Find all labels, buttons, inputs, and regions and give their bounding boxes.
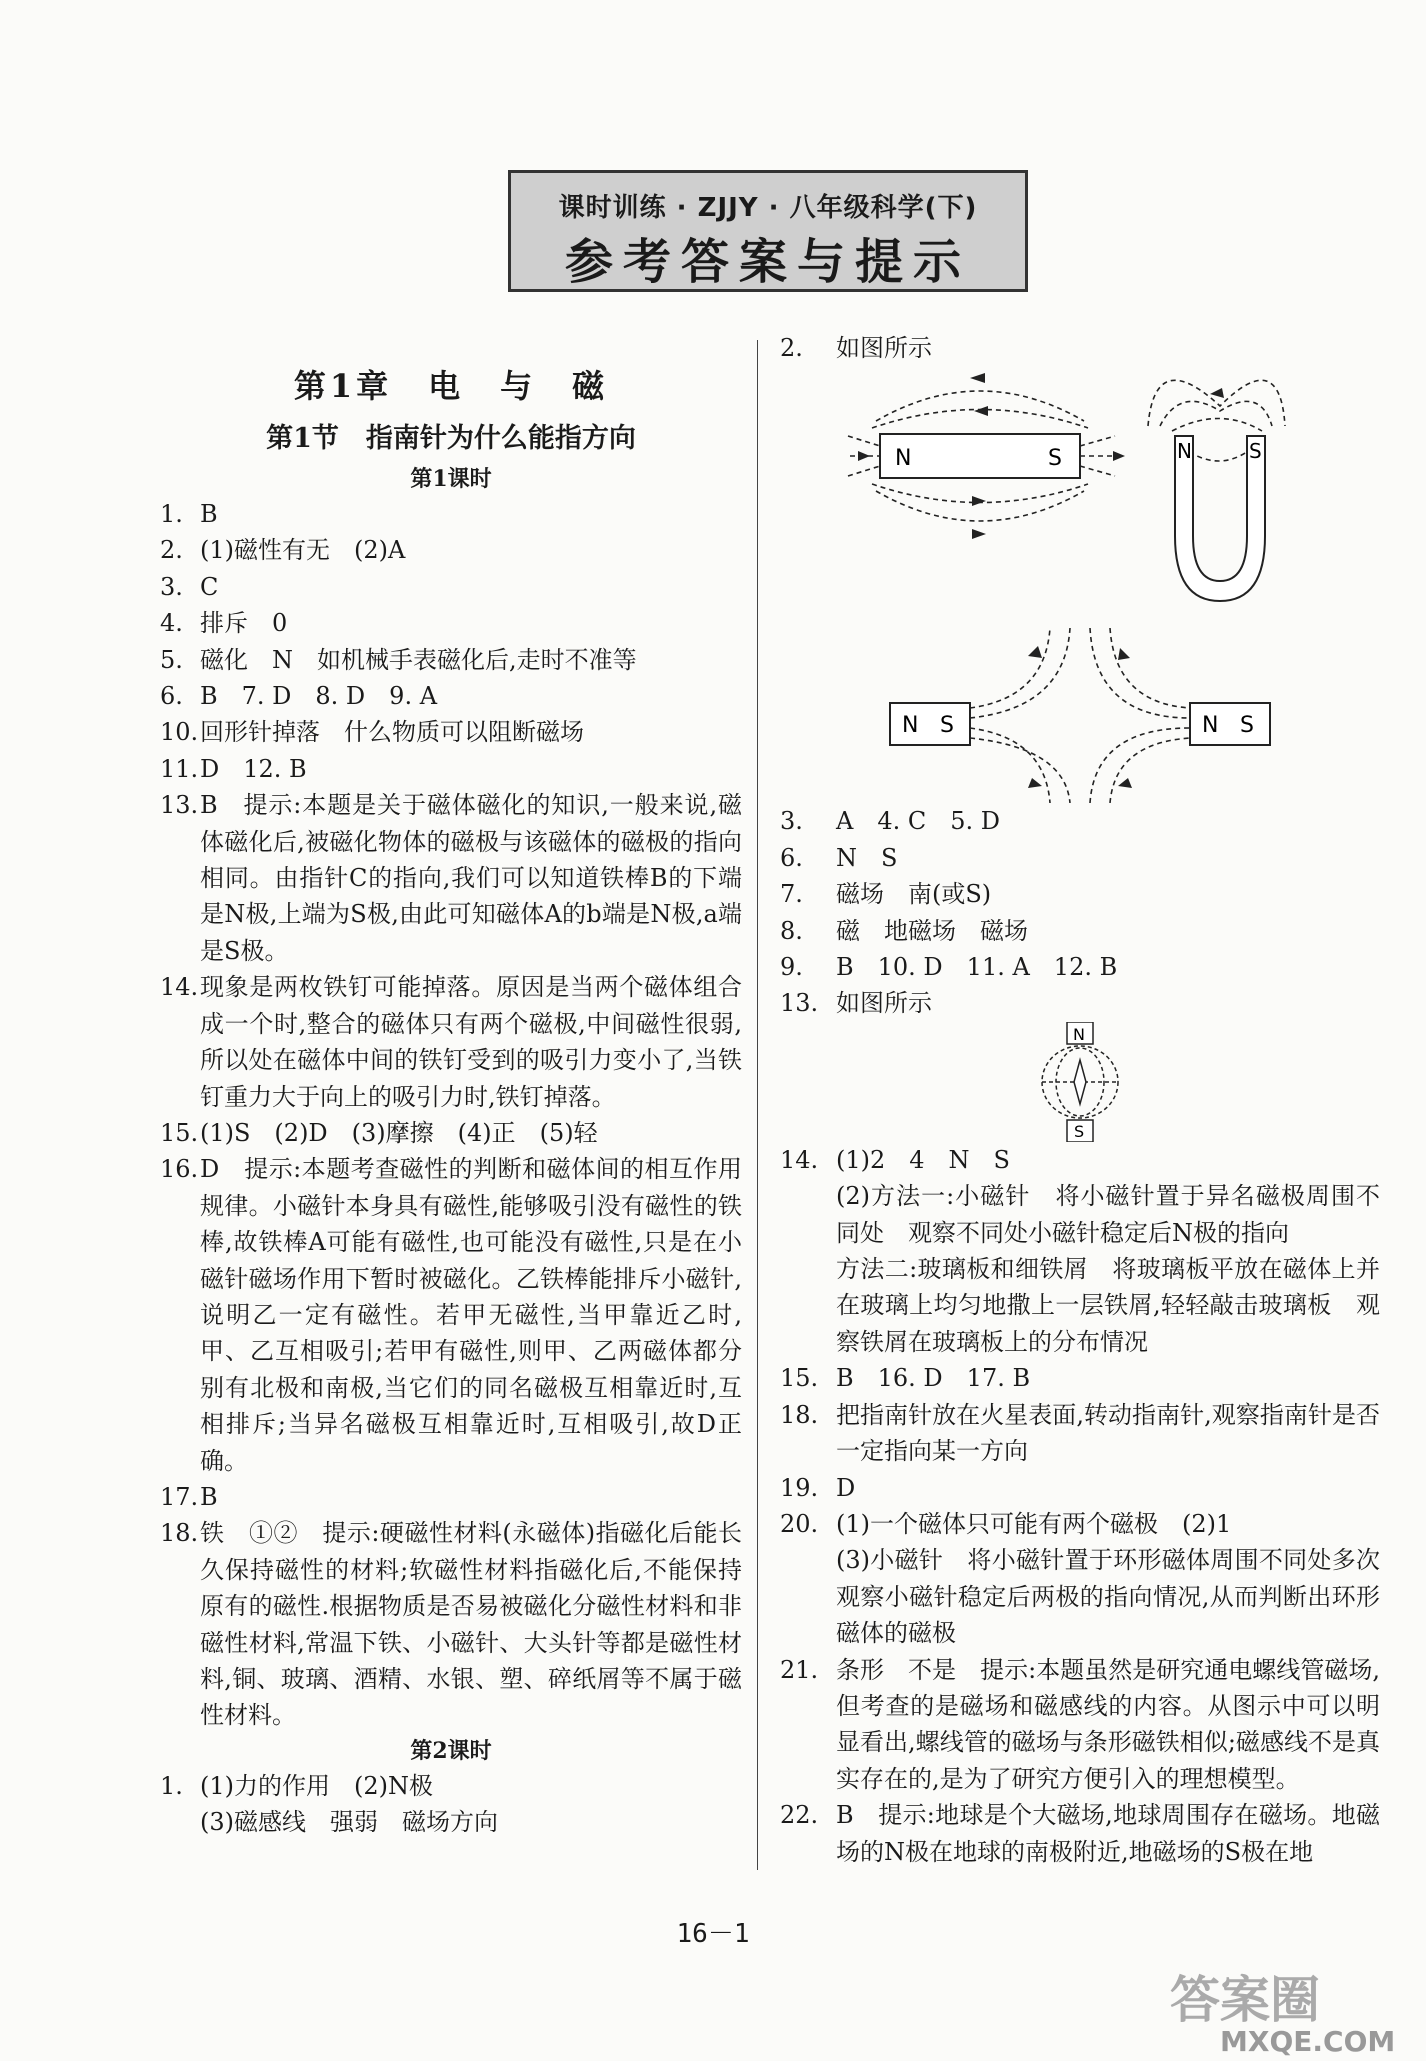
magnet-field-figure-1 bbox=[780, 366, 1380, 628]
answer-text: N S bbox=[836, 843, 898, 872]
answer-item bbox=[160, 496, 742, 532]
s-pole-label: S bbox=[1249, 439, 1262, 464]
answer-text: D 提示:本题考查磁性的判断和磁体间的相互作用规律。小磁针本身具有磁性,能够吸引没有磁性的铁棒,故铁棒A可能有磁性,也可能没有磁性,只是在小磁针磁场作用下暂时被磁化。乙铁棒能排斥小磁针,说明乙一定有磁性。若甲无磁性,当甲靠近乙时,甲、乙互相吸引;若甲有磁性,则甲、乙两磁体都分别有北极和南极,当它们的同名磁极互相靠近时,互相排斥;当异名磁极互相靠近时,互相吸引,故D正确。 bbox=[200, 1155, 742, 1475]
answer-item bbox=[780, 985, 1380, 1021]
answer-text: D 12. B bbox=[200, 754, 307, 783]
answer-list bbox=[780, 330, 1380, 366]
answer-text: A 4. C 5. D bbox=[836, 807, 1000, 836]
answer-text: (1)S (2)D (3)摩擦 (4)正 (5)轻 bbox=[200, 1118, 598, 1147]
answer-item bbox=[780, 949, 1380, 985]
answer-text: 把指南针放在火星表面,转动指南针,观察指南针是否一定指向某一方向 bbox=[836, 1400, 1380, 1466]
answer-item bbox=[160, 1804, 742, 1840]
answer-item bbox=[160, 1151, 742, 1479]
header-banner bbox=[508, 170, 1028, 292]
answer-item bbox=[780, 1360, 1380, 1396]
answer-text: 磁化 N 如机械手表磁化后,走时不准等 bbox=[200, 645, 637, 674]
answer-number: 2. bbox=[160, 536, 183, 565]
answer-text: B 10. D 11. A 12. B bbox=[836, 953, 1118, 982]
answer-text: 铁 ①② 提示:硬磁性材料(永磁体)指磁化后能长久保持磁性的材料;软磁性材料指磁化后,不能保持原有的磁性.根据物质是否易被磁化分磁性材料和非磁性材料,常温下铁、小磁针、大头针等都是磁性材料,铜、玻璃、酒精、水银、塑、碎纸屑等不属于磁性材料。 bbox=[200, 1519, 742, 1730]
answer-text: C bbox=[200, 572, 219, 601]
answer-number: 10. bbox=[160, 718, 199, 747]
answer-list bbox=[780, 1142, 1380, 1870]
magnet-field-figure-2 bbox=[780, 628, 1380, 803]
answer-text: 排斥 0 bbox=[200, 609, 288, 638]
answer-list bbox=[160, 496, 742, 1734]
answer-number: 20. bbox=[780, 1509, 819, 1538]
answer-number: 18. bbox=[780, 1400, 819, 1429]
answer-number: 17. bbox=[160, 1482, 199, 1511]
answer-number: 15. bbox=[780, 1364, 819, 1393]
answer-list bbox=[780, 803, 1380, 1021]
answer-number: 14. bbox=[780, 1145, 819, 1174]
answer-number: 22. bbox=[780, 1801, 819, 1830]
s-pole-label: S bbox=[1074, 1121, 1085, 1141]
section-title: 第1节 指南针为什么能指方向 bbox=[266, 423, 636, 454]
answer-text: B 7. D 8. D 9. A bbox=[200, 682, 438, 711]
answer-number: 14. bbox=[160, 973, 199, 1002]
s-pole-label: S bbox=[940, 713, 954, 739]
answer-item bbox=[780, 1142, 1380, 1178]
answer-item bbox=[780, 1542, 1380, 1651]
answer-item bbox=[160, 605, 742, 641]
watermark-url: MXQE.COM bbox=[1220, 2025, 1396, 2058]
answer-text: (1)力的作用 (2)N极 bbox=[200, 1771, 433, 1800]
n-pole-label: N bbox=[902, 713, 919, 739]
answer-item bbox=[780, 330, 1380, 366]
answer-number: 6. bbox=[160, 682, 183, 711]
answer-text: B 提示:地球是个大磁场,地球周围存在磁场。地磁场的N极在地球的南极附近,地磁场的S极在地 bbox=[836, 1801, 1380, 1866]
answer-number: 15. bbox=[160, 1118, 199, 1147]
answer-item bbox=[780, 1178, 1380, 1251]
chapter-title: 第1章 电 与 磁 bbox=[293, 367, 609, 405]
answer-number: 2. bbox=[780, 334, 803, 362]
answer-text: 如图所示 bbox=[836, 334, 932, 362]
answer-item bbox=[780, 840, 1380, 876]
right-column bbox=[780, 330, 1380, 1870]
answer-item bbox=[160, 642, 742, 678]
answer-text: (2)方法一:小磁针 将小磁针置于异名磁极周围不同处 观察不同处小磁针稳定后N极的指向 bbox=[836, 1182, 1380, 1247]
answer-item bbox=[160, 1768, 742, 1804]
n-pole-label: N bbox=[1202, 713, 1219, 739]
answer-item bbox=[160, 678, 742, 714]
answer-item bbox=[160, 714, 742, 750]
answer-item bbox=[160, 1115, 742, 1151]
answer-list bbox=[160, 1768, 742, 1841]
answer-number: 7. bbox=[780, 880, 803, 909]
answer-item bbox=[780, 1470, 1380, 1506]
n-pole-label: N bbox=[895, 446, 912, 472]
answer-item bbox=[780, 1251, 1380, 1360]
magnet-field-figure-3 bbox=[780, 1022, 1380, 1142]
answer-item bbox=[160, 532, 742, 568]
answer-item bbox=[780, 803, 1380, 839]
answer-item bbox=[780, 876, 1380, 912]
answer-number: 8. bbox=[780, 916, 803, 945]
answer-number: 13. bbox=[780, 989, 819, 1018]
answer-text: 方法二:玻璃板和细铁屑 将玻璃板平放在磁体上并在玻璃上均匀地撒上一层铁屑,轻轻敲击玻璃板 观察铁屑在玻璃板上的分布情况 bbox=[836, 1255, 1380, 1356]
answer-text: (1)一个磁体只可能有两个磁极 (2)1 bbox=[836, 1509, 1232, 1538]
n-pole-label: N bbox=[1073, 1024, 1085, 1044]
answer-text: (1)磁性有无 (2)A bbox=[200, 536, 406, 565]
left-column bbox=[160, 330, 742, 1841]
answer-text: 回形针掉落 什么物质可以阻断磁场 bbox=[200, 718, 584, 747]
banner-subtitle: 课时训练 · ZJJY · 八年级科学(下) bbox=[558, 193, 978, 223]
answer-text: 磁 地磁场 磁场 bbox=[836, 916, 1028, 945]
answer-text: 现象是两枚铁钉可能掉落。原因是当两个磁体组合成一个时,整合的磁体只有两个磁极,中间磁性很弱,所以处在磁体中间的铁钉受到的吸引力变小了,当铁钉重力大于向上的吸引力时,铁钉掉落。 bbox=[200, 973, 742, 1111]
answer-number: 13. bbox=[160, 791, 199, 820]
answer-text: (1)2 4 N S bbox=[836, 1145, 1010, 1174]
banner-title: 参考答案与提示 bbox=[564, 234, 971, 290]
answer-text: D bbox=[836, 1473, 856, 1502]
answer-item bbox=[160, 969, 742, 1115]
answer-number: 4. bbox=[160, 609, 183, 638]
answer-text: (3)小磁针 将小磁针置于环形磁体周围不同处多次观察小磁针稳定后两极的指向情况,从而判断出环形磁体的磁极 bbox=[836, 1546, 1380, 1648]
answer-item bbox=[160, 751, 742, 787]
answer-item bbox=[780, 1652, 1380, 1798]
answer-item bbox=[160, 1479, 742, 1515]
answer-item bbox=[780, 913, 1380, 949]
answer-item bbox=[160, 569, 742, 605]
answer-item bbox=[160, 787, 742, 969]
lesson-title: 第2课时 bbox=[410, 1737, 492, 1764]
answer-text: 如图所示 bbox=[836, 989, 932, 1018]
page-number: 16－1 bbox=[676, 1919, 750, 1949]
answer-number: 1. bbox=[160, 1771, 183, 1800]
answer-number: 6. bbox=[780, 843, 803, 872]
answer-number: 3. bbox=[780, 807, 803, 836]
answer-item bbox=[160, 1515, 742, 1733]
s-pole-label: S bbox=[1240, 713, 1254, 739]
answer-text: B bbox=[200, 500, 218, 528]
watermark-logo: 答案圈 bbox=[1170, 1971, 1320, 2029]
answer-text: 磁场 南(或S) bbox=[836, 880, 992, 909]
answer-number: 11. bbox=[160, 754, 199, 783]
answer-number: 1. bbox=[160, 500, 183, 528]
answer-text: 条形 不是 提示:本题虽然是研究通电螺线管磁场,但考查的是磁场和磁感线的内容。从图示中可以明显看出,螺线管的磁场与条形磁铁相似;磁感线不是真实存在的,是为了研究方便引入的理想模型。 bbox=[836, 1655, 1380, 1793]
answer-number: 18. bbox=[160, 1519, 199, 1548]
lesson-title: 第1课时 bbox=[410, 466, 492, 492]
answer-number: 19. bbox=[780, 1473, 819, 1502]
answer-item bbox=[780, 1797, 1380, 1870]
answer-text: B 提示:本题是关于磁体磁化的知识,一般来说,磁体磁化后,被磁化物体的磁极与该磁体的磁极的指向相同。由指针C的指向,我们可以知道铁棒B的下端是N极,上端为S极,由此可知磁体A的b端是N极,a端是S极。 bbox=[200, 791, 742, 965]
answer-number: 21. bbox=[780, 1655, 819, 1684]
column-divider bbox=[757, 340, 758, 1870]
n-pole-label: N bbox=[1177, 439, 1192, 464]
answer-text: B 16. D 17. B bbox=[836, 1364, 1031, 1393]
answer-item bbox=[780, 1506, 1380, 1542]
answer-number: 9. bbox=[780, 953, 803, 982]
answer-text: (3)磁感线 强弱 磁场方向 bbox=[200, 1808, 498, 1837]
s-pole-label: S bbox=[1048, 446, 1062, 472]
answer-number: 16. bbox=[160, 1155, 199, 1184]
answer-number: 5. bbox=[160, 645, 183, 674]
answer-text: B bbox=[200, 1482, 218, 1511]
answer-item bbox=[780, 1397, 1380, 1470]
answer-number: 3. bbox=[160, 572, 183, 601]
